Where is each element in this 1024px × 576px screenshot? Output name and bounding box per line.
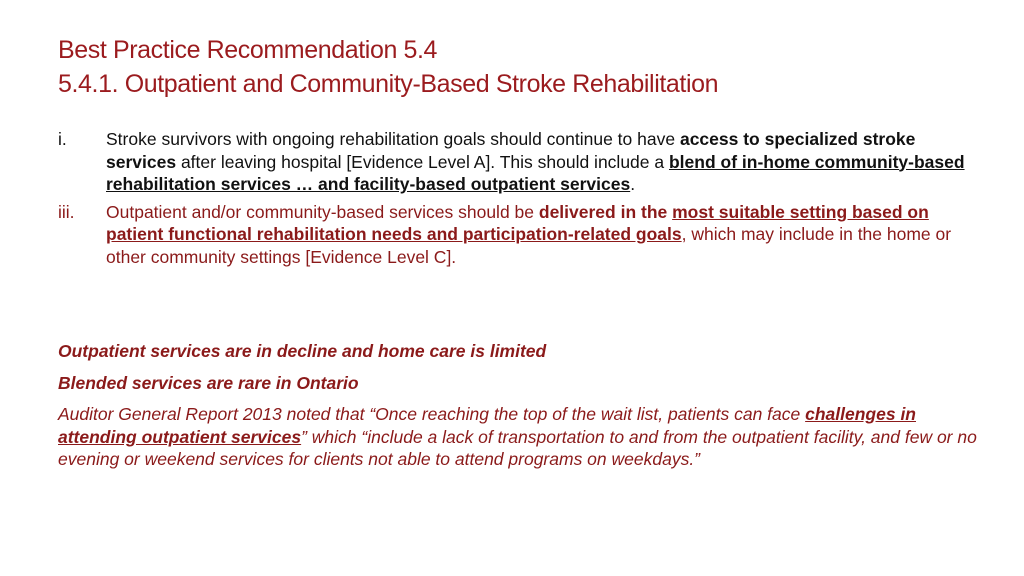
title-line-2: 5.4.1. Outpatient and Community-Based Stroke Rehabilitation [58, 70, 719, 98]
recommendation-text: , which may include in the home or other community settings [Evidence Level C]. [106, 224, 952, 267]
note-emphasis: challenges in attending outpatient services [58, 404, 916, 447]
recommendation-emphasis-underlined: blend of in-home community-based rehabilitation services … and facility-based outpatient services [106, 151, 965, 194]
recommendation-emphasis-underlined: most suitable setting based on patient functional rehabilitation needs and participation-related goals [106, 201, 929, 244]
recommendation-text: Outpatient and/or community-based services should be [106, 201, 539, 222]
recommendation-item [58, 128, 978, 196]
recommendation-emphasis: access to specialized stroke services [106, 129, 916, 172]
title-line-1: Best Practice Recommendation 5.4 [58, 36, 438, 64]
notes-section [58, 340, 978, 480]
note-text: Auditor General Report 2013 noted that “Once reaching the top of the wait list, patients can face [58, 404, 806, 424]
recommendation-text: . [630, 174, 636, 194]
recommendation-text: Stroke survivors with ongoing rehabilitation goals should continue to have [106, 129, 680, 149]
list-number: iii. [58, 201, 75, 222]
recommendations-list [58, 128, 978, 273]
note-auditor-report [58, 403, 978, 471]
list-number: i. [58, 129, 67, 149]
recommendation-emphasis: delivered in the [538, 201, 673, 222]
note-text: ” which “include a lack of transportation to and from the outpatient facility, and few or no evening or weekend services for clients not able to attend programs on weekdays.” [58, 426, 977, 469]
note-blended-services: Blended services are rare in Ontario [58, 372, 359, 393]
note-outpatient-decline: Outpatient services are in decline and home care is limited [58, 341, 547, 361]
recommendation-item [58, 201, 978, 269]
slide-title [58, 33, 998, 101]
recommendation-text: after leaving hospital [Evidence Level A]. This should include a [176, 151, 669, 172]
